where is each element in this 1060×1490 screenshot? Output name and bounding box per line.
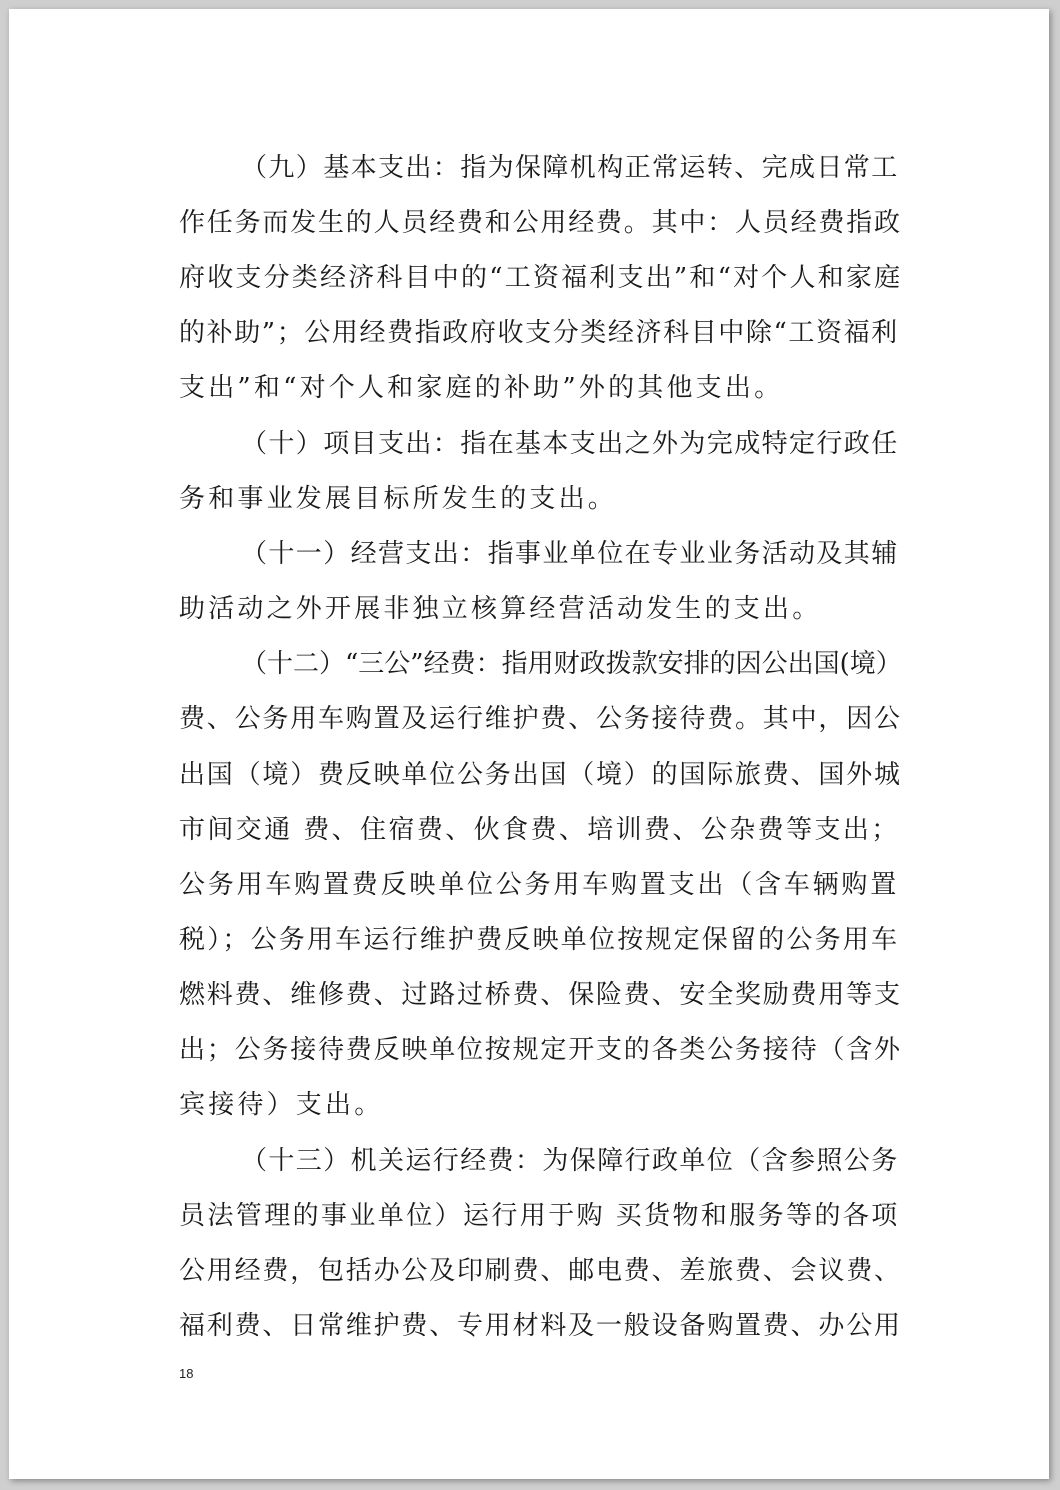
text-line: （十）项目支出：指在基本支出之外为完成特定行政任 xyxy=(241,429,899,459)
text-line: 府收支分类经济科目中的“工资福利支出”和“对个人和家庭 xyxy=(179,263,903,293)
text-line: （九）基本支出：指为保障机构正常运转、完成日常工 xyxy=(241,153,899,183)
text-line: 费、公务用车购置及运行维护费、公务接待费。其中，因公 xyxy=(179,704,902,734)
document-page xyxy=(9,9,1049,1479)
text-line: 市间交通 费、住宿费、伙食费、培训费、公杂费等支出； xyxy=(179,815,900,845)
text-line: 出；公务接待费反映单位按规定开支的各类公务接待（含外 xyxy=(179,1035,902,1065)
text-line: 公务用车购置费反映单位公务用车购置支出（含车辆购置 xyxy=(179,870,900,900)
text-line: （十一）经营支出：指事业单位在专业业务活动及其辅 xyxy=(241,539,899,569)
text-line: 出国（境）费反映单位公务出国（境）的国际旅费、国外城 xyxy=(179,760,902,790)
text-line: 支出”和“对个人和家庭的补助”外的其他支出。 xyxy=(179,373,784,403)
text-line: 福利费、日常维护费、专用材料及一般设备购置费、办公用 xyxy=(179,1311,902,1341)
text-line: （十二）“三公”经费：指用财政拨款安排的因公出国(境） xyxy=(241,649,902,679)
text-line: 税）；公务用车运行维护费反映单位按规定保留的公务用车 xyxy=(179,925,900,955)
text-line: （十三）机关运行经费：为保障行政单位（含参照公务 xyxy=(241,1146,899,1176)
text-line: 员法管理的事业单位）运行用于购 买货物和服务等的各项 xyxy=(179,1201,900,1231)
text-line: 燃料费、维修费、过路过桥费、保险费、安全奖励费用等支 xyxy=(179,980,902,1010)
text-line: 助活动之外开展非独立核算经营活动发生的支出。 xyxy=(179,594,822,624)
text-line: 作任务而发生的人员经费和公用经费。其中：人员经费指政 xyxy=(179,208,902,238)
text-line: 的补助”；公用经费指政府收支分类经济科目中除“工资福利 xyxy=(179,318,899,348)
page-number: 18 xyxy=(179,1366,194,1381)
text-line: 宾接待）支出。 xyxy=(179,1090,384,1120)
text-line: 公用经费，包括办公及印刷费、邮电费、差旅费、会议费、 xyxy=(179,1256,902,1286)
text-line: 务和事业发展目标所发生的支出。 xyxy=(179,484,618,514)
